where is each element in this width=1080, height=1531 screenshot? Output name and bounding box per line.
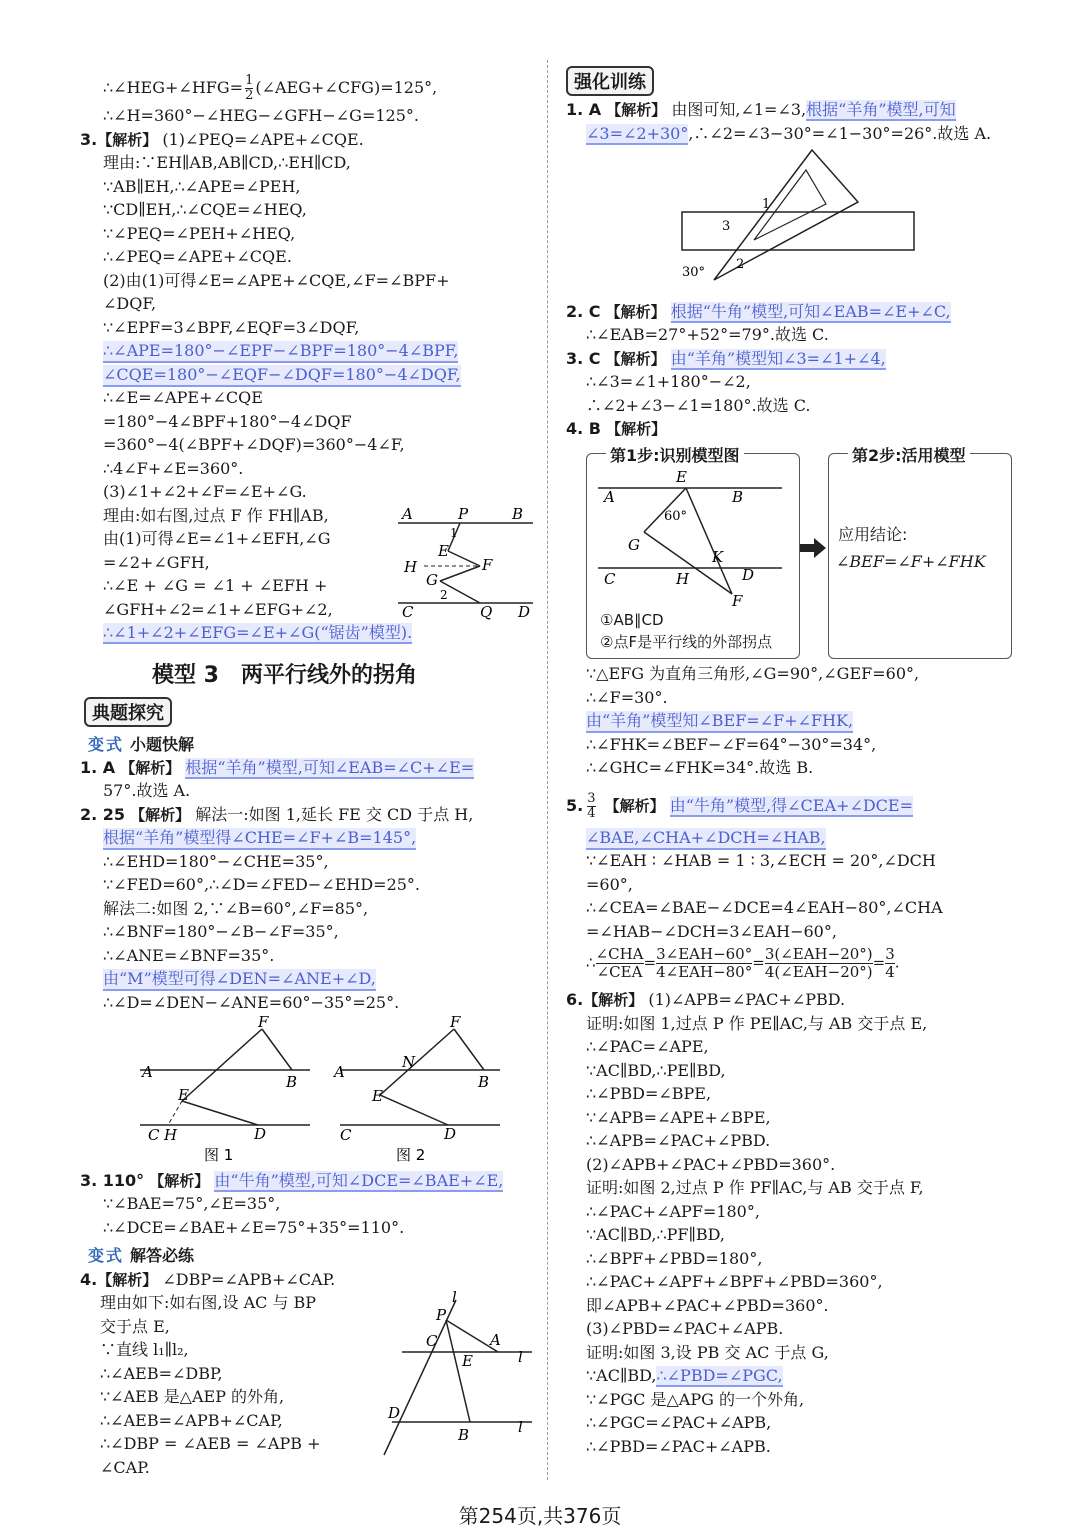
section-box-label: 强化训练 bbox=[566, 66, 654, 96]
svg-text:B: B bbox=[458, 1426, 470, 1444]
q3-header bbox=[80, 130, 364, 150]
text-line: ∠DBP=∠APB+∠CAP. bbox=[162, 1270, 336, 1289]
text-line: ∴∠PAC+∠APF+∠BPF+∠PBD=360°, bbox=[586, 1272, 883, 1291]
fraction-den: 4 bbox=[885, 963, 895, 981]
text-line bbox=[586, 124, 991, 144]
text-line: =360°−4(∠BPF+∠DQF)=360°−4∠F, bbox=[103, 435, 405, 454]
text-line: ∵AC∥BD, bbox=[586, 1366, 657, 1385]
section-title: 模型 3 两平行线外的拐角 bbox=[152, 663, 417, 688]
text-line: ∴∠ANE=∠BNF=35°. bbox=[103, 946, 275, 965]
fraction-den: ∠CEA bbox=[596, 963, 643, 981]
subsection-text: 解答必练 bbox=[130, 1246, 195, 1265]
highlighted-line: ∠CQE=180°−∠EQF−∠DQF=180°−4∠DQF, bbox=[103, 365, 461, 387]
svg-text:A: A bbox=[604, 488, 615, 506]
text-line: 由图可知,∠1=∠3, bbox=[671, 100, 807, 119]
question-number: 4. B bbox=[566, 419, 601, 438]
highlighted-line: 根据“羊角”模型,可知 bbox=[806, 100, 956, 119]
highlighted-line: 由“牛角”模型,得∠CEA+∠DCE= bbox=[669, 796, 914, 815]
arrow-icon bbox=[800, 536, 828, 560]
r4-line bbox=[566, 419, 666, 439]
text-line: (1)∠PEQ=∠APE+∠CQE. bbox=[162, 130, 364, 149]
highlighted-line: 由“羊角”模型知∠BEF=∠F+∠FHK, bbox=[586, 711, 853, 733]
subsection-text: 小题快解 bbox=[130, 735, 195, 754]
svg-text:A: A bbox=[402, 505, 413, 523]
q3b-line bbox=[80, 1171, 503, 1191]
text-line: ∵∠EPF=3∠BPF,∠EQF=3∠DQF, bbox=[103, 318, 360, 337]
text-line: (2)∠APB+∠PAC+∠PBD=360°. bbox=[586, 1155, 836, 1174]
text-line: ∴∠3=∠1+180°−∠2, bbox=[586, 372, 751, 391]
fraction-num: 1 bbox=[245, 73, 254, 88]
text-line: ∵AC∥BD,∴PF∥BD, bbox=[586, 1225, 726, 1244]
r2-line bbox=[566, 302, 951, 322]
fraction-den: 2 bbox=[245, 88, 254, 103]
text-line: =60°, bbox=[586, 875, 633, 894]
text-line: ∴∠E=∠APE+∠CQE bbox=[103, 388, 263, 407]
text-line: ∴∠PBD=∠PAC+∠APB. bbox=[586, 1437, 771, 1456]
svg-text:F: F bbox=[482, 556, 493, 574]
fraction-num: 3∠EAH−60° bbox=[656, 945, 753, 963]
text-line: ∵∠FED=60°,∴∠D=∠FED−∠EHD=25°. bbox=[103, 875, 421, 894]
q4-line bbox=[80, 1270, 335, 1290]
svg-text:E: E bbox=[676, 468, 687, 486]
text-line: ∴∠E + ∠G = ∠1 + ∠EFH + bbox=[103, 576, 328, 595]
variant-label: 变式 bbox=[88, 1246, 125, 1265]
svg-text:B: B bbox=[286, 1073, 298, 1091]
text-line: (3)∠PBD=∠PAC+∠APB. bbox=[586, 1319, 784, 1338]
highlighted-line: 根据“羊角”模型得∠CHE=∠F+∠B=145°, bbox=[103, 828, 416, 850]
condition-1: ①AB∥CD bbox=[600, 611, 664, 629]
text-line bbox=[103, 623, 412, 643]
highlighted-line: ∴∠1+∠2+∠EFG=∠E+∠G(“锯齿”模型). bbox=[103, 623, 413, 642]
analysis-tag: 【解析】 bbox=[606, 101, 667, 119]
q4-figure bbox=[382, 1290, 542, 1458]
highlighted-line: 根据“牛角”模型,可知∠EAB=∠E+∠C, bbox=[670, 302, 951, 321]
text-line: ∵△EFG 为直角三角形,∠G=90°,∠GEF=60°, bbox=[586, 664, 920, 683]
fraction-equation: ∴ ∠CHA ∠CEA = 3∠EAH−60° 4∠EAH−80° = 3(∠EAH−20°) 4(∠EAH−20°) = $\frac{3}{4}$ . bbox=[586, 945, 900, 981]
question-number: 2. 25 bbox=[80, 805, 126, 824]
text-line: ∴∠EAB=27°+52°=79°.故选 C. bbox=[586, 325, 829, 344]
svg-text:1: 1 bbox=[762, 197, 771, 212]
svg-text:E: E bbox=[462, 1352, 473, 1370]
text-line: ∠GFH+∠2=∠1+∠EFG+∠2, bbox=[103, 600, 333, 619]
text-line: ∴∠H=360°−∠HEG−∠GFH−∠G=125°. bbox=[103, 106, 419, 125]
fraction-num: 3 bbox=[587, 791, 596, 806]
text-line: ∠DQF, bbox=[103, 294, 157, 313]
q2-line bbox=[80, 805, 473, 825]
highlighted-line: 由“牛角”模型,可知∠DCE=∠BAE+∠E, bbox=[214, 1171, 504, 1190]
text-line: ∴∠DBP = ∠AEB = ∠APB + bbox=[100, 1434, 321, 1453]
fraction-den: 4 bbox=[587, 806, 596, 821]
analysis-tag: 【解析】 bbox=[120, 759, 181, 777]
fraction bbox=[245, 74, 253, 103]
text-line: ∴∠AEB=∠APB+∠CAP, bbox=[100, 1411, 283, 1430]
text-line: (∠AEG+∠CFG)=125°, bbox=[255, 78, 438, 97]
text-line: (2)由(1)可得∠E=∠APE+∠CQE,∠F=∠BPF+ bbox=[103, 271, 450, 290]
subsection-title bbox=[88, 1243, 194, 1266]
fraction bbox=[656, 946, 752, 981]
text-line: ∴∠BNF=180°−∠B−∠F=35°, bbox=[103, 922, 339, 941]
svg-text:E: E bbox=[372, 1087, 383, 1105]
svg-text:60°: 60° bbox=[664, 509, 688, 524]
text-line: ∠CAP. bbox=[100, 1458, 150, 1477]
svg-text:G: G bbox=[628, 536, 640, 554]
text-line: ∴∠EHD=180°−∠CHE=35°, bbox=[103, 852, 329, 871]
fraction-num: 3(∠EAH−20°) bbox=[764, 945, 873, 963]
svg-text:l: l bbox=[518, 1348, 523, 1366]
figure-1 bbox=[140, 1015, 320, 1165]
text-line: 57°.故选 A. bbox=[103, 781, 191, 800]
highlighted-line: ∠BAE,∠CHA+∠DCH=∠HAB, bbox=[586, 828, 826, 850]
svg-text:B: B bbox=[478, 1073, 490, 1091]
svg-text:K: K bbox=[712, 548, 724, 566]
text-line: ∴∠CEA=∠BAE−∠DCE=4∠EAH−80°,∠CHA bbox=[586, 898, 943, 917]
highlighted-line: ∴∠PBD=∠PGC, bbox=[656, 1366, 783, 1385]
question-number: 5. bbox=[566, 796, 584, 815]
question-number: 3. 110° bbox=[80, 1171, 145, 1190]
fraction-den: 4(∠EAH−20°) bbox=[764, 963, 873, 981]
text-line: ∵AC∥BD,∴PE∥BD, bbox=[586, 1061, 726, 1080]
question-number: 2. C bbox=[566, 302, 601, 321]
analysis-tag: 【解析】 bbox=[583, 991, 644, 1009]
svg-text:D: D bbox=[444, 1125, 457, 1143]
text-line: ∴∠AEB=∠DBP, bbox=[100, 1364, 223, 1383]
analysis-tag: 【解析】 bbox=[130, 806, 191, 824]
svg-text:A: A bbox=[142, 1063, 153, 1081]
text-line: ∴∠D=∠DEN−∠ANE=60°−35°=25°. bbox=[103, 993, 400, 1012]
svg-text:D: D bbox=[742, 566, 755, 584]
highlighted-line: 根据“羊角”模型,可知∠EAB=∠C+∠E= bbox=[185, 758, 475, 777]
text-line: ∴∠PAC=∠APE, bbox=[586, 1037, 709, 1056]
question-number: 1. A bbox=[566, 100, 602, 119]
text-line: ∵直线 l₁∥l₂, bbox=[100, 1340, 189, 1359]
text-line: ∴∠2+∠3−∠1=180°.故选 C. bbox=[586, 396, 811, 415]
question-number: 3. C bbox=[566, 349, 601, 368]
svg-text:P: P bbox=[436, 1306, 447, 1324]
fraction bbox=[885, 946, 895, 981]
question-number: 3. bbox=[80, 130, 98, 149]
svg-text:C: C bbox=[148, 1126, 160, 1144]
svg-text:B: B bbox=[512, 505, 524, 523]
r6-line bbox=[566, 990, 845, 1010]
analysis-tag: 【解析】 bbox=[605, 303, 666, 321]
svg-text:C: C bbox=[426, 1332, 438, 1350]
svg-text:1: 1 bbox=[450, 526, 458, 540]
text-line: 理由如下:如右图,设 AC 与 BP bbox=[100, 1293, 317, 1312]
figure-caption: 图 2 bbox=[396, 1146, 426, 1164]
text-line: 理由:如右图,过点 F 作 FH∥AB, bbox=[103, 506, 329, 525]
r3-line bbox=[566, 349, 886, 369]
figure-caption: 图 1 bbox=[204, 1146, 234, 1164]
svg-text:H: H bbox=[676, 570, 690, 588]
highlighted-line: ∠3=∠2+30° bbox=[586, 124, 689, 143]
step2-title: 第2步:活用模型 bbox=[848, 443, 970, 466]
text-line bbox=[103, 74, 437, 103]
text-line: 由(1)可得∠E=∠1+∠EFH,∠G bbox=[103, 529, 331, 548]
r1-line bbox=[566, 100, 956, 120]
svg-text:N: N bbox=[402, 1053, 416, 1071]
apply-equation: ∠BEF=∠F+∠FHK bbox=[836, 552, 986, 571]
figure-2 bbox=[330, 1015, 510, 1165]
highlighted-line: ∴∠APE=180°−∠EPF−∠BPF=180°−4∠BPF, bbox=[103, 341, 458, 363]
text-line: 解法一:如图 1,延长 FE 交 CD 于点 H, bbox=[195, 805, 474, 824]
svg-text:B: B bbox=[732, 488, 744, 506]
fraction bbox=[765, 946, 873, 981]
text-line: ∴∠PGC=∠PAC+∠APB, bbox=[586, 1413, 772, 1432]
text-line: ∴∠PAC+∠APF=180°, bbox=[586, 1202, 760, 1221]
svg-text:3: 3 bbox=[722, 219, 731, 234]
analysis-tag: 【解析】 bbox=[97, 131, 158, 149]
fraction-num: ∠CHA bbox=[595, 945, 644, 963]
svg-text:l: l bbox=[452, 1290, 457, 1306]
text-line: ∵∠EAH ∶ ∠HAB = 1 ∶ 3,∠ECH = 20°,∠DCH bbox=[586, 851, 936, 870]
text-line: 理由:∵EH∥AB,AB∥CD,∴EH∥CD, bbox=[103, 153, 351, 172]
svg-text:A: A bbox=[334, 1063, 345, 1081]
analysis-tag: 【解析】 bbox=[605, 350, 666, 368]
highlighted-line: 由“M”模型可得∠DEN=∠ANE+∠D, bbox=[103, 969, 376, 991]
text-line: ∵CD∥EH,∴∠CQE=∠HEQ, bbox=[103, 200, 307, 219]
r5-line bbox=[566, 792, 913, 821]
svg-text:C: C bbox=[340, 1126, 352, 1144]
text-line: 解法二:如图 2,∵∠B=60°,∠F=85°, bbox=[103, 899, 369, 918]
svg-text:C: C bbox=[604, 570, 616, 588]
fraction bbox=[596, 946, 644, 981]
analysis-tag: 【解析】 bbox=[606, 420, 667, 438]
text-line: ∵∠APB=∠APE+∠BPE, bbox=[586, 1108, 771, 1127]
text-line: ∴∠FHK=∠BEF−∠F=64°−30°=34°, bbox=[586, 735, 877, 754]
text-line: ∴∠BPF+∠PBD=180°, bbox=[586, 1249, 763, 1268]
step1-title: 第1步:识别模型图 bbox=[606, 443, 744, 466]
text-line: 证明:如图 2,过点 P 作 PF∥AC,与 AB 交于点 F, bbox=[586, 1178, 924, 1197]
subsection-title bbox=[88, 732, 194, 755]
question-number: 4. bbox=[80, 1270, 98, 1289]
text-line: =180°−4∠BPF+180°−4∠DQF bbox=[103, 412, 352, 431]
text-line: ∴∠DCE=∠BAE+∠E=75°+35°=110°. bbox=[103, 1218, 405, 1237]
svg-text:H: H bbox=[404, 558, 418, 576]
condition-2: ②点F是平行线的外部拐点 bbox=[600, 633, 773, 651]
text-line: 证明:如图 3,设 PB 交 AC 于点 G, bbox=[586, 1343, 829, 1362]
analysis-tag: 【解析】 bbox=[149, 1172, 210, 1190]
text-line: ∵∠AEB 是△AEP 的外角, bbox=[100, 1387, 285, 1406]
svg-text:F: F bbox=[450, 1015, 461, 1031]
text-line: (1)∠APB=∠PAC+∠PBD. bbox=[648, 990, 846, 1009]
text-line: ∴4∠F+∠E=360°. bbox=[103, 459, 244, 478]
svg-text:F: F bbox=[258, 1015, 269, 1031]
svg-text:A: A bbox=[490, 1331, 501, 1349]
page-footer: 第254页,共376页 bbox=[458, 1504, 622, 1528]
text-line: ∵∠PGC 是△APG 的一个外角, bbox=[586, 1390, 805, 1409]
svg-text:E: E bbox=[438, 542, 449, 560]
question-number: 1. A bbox=[80, 758, 116, 777]
text-line: ∵∠BAE=75°,∠E=35°, bbox=[103, 1194, 281, 1213]
text-line: 证明:如图 1,过点 P 作 PE∥AC,与 AB 交于点 E, bbox=[586, 1014, 928, 1033]
right-column bbox=[548, 0, 1080, 1531]
svg-text:P: P bbox=[458, 505, 469, 523]
text-line: ∴∠PBD=∠BPE, bbox=[586, 1084, 712, 1103]
svg-text:l: l bbox=[518, 1418, 523, 1436]
text-line: (3)∠1+∠2+∠F=∠E+∠G. bbox=[103, 482, 307, 501]
text-line: 交于点 E, bbox=[100, 1317, 170, 1336]
analysis-tag: 【解析】 bbox=[604, 797, 665, 815]
fraction bbox=[587, 792, 595, 821]
text-line: ∴∠F=30°. bbox=[586, 688, 668, 707]
section-box-label: 典题探究 bbox=[84, 697, 172, 727]
text-line: 即∠APB+∠PAC+∠PBD=360°. bbox=[586, 1296, 829, 1315]
text-line: ∴∠HEG+∠HFG= bbox=[103, 78, 244, 97]
r1-figure bbox=[678, 146, 928, 286]
svg-text:2: 2 bbox=[736, 257, 745, 272]
text-line: ∵AB∥EH,∴∠APE=∠PEH, bbox=[103, 177, 301, 196]
svg-text:D: D bbox=[388, 1404, 401, 1422]
text-line bbox=[586, 1366, 783, 1386]
r4-figure bbox=[592, 468, 792, 613]
text-line: ∴∠GHC=∠FHK=34°.故选 B. bbox=[586, 758, 814, 777]
svg-text:C: C bbox=[402, 603, 414, 621]
highlighted-line: 由“羊角”模型知∠3=∠1+∠4, bbox=[670, 349, 886, 368]
variant-label: 变式 bbox=[88, 735, 125, 754]
question-number: 6. bbox=[566, 990, 584, 1009]
text-line: ,∴∠2=∠3−30°=∠1−30°=26°.故选 A. bbox=[688, 124, 992, 143]
svg-text:Q: Q bbox=[480, 603, 493, 621]
text-line: ∵∠PEQ=∠PEH+∠HEQ, bbox=[103, 224, 296, 243]
apply-label: 应用结论: bbox=[838, 525, 908, 544]
text-line: =∠HAB−∠DCH=3∠EAH−60°, bbox=[586, 922, 837, 941]
text-line: ∴∠PEQ=∠APE+∠CQE. bbox=[103, 247, 292, 266]
svg-text:E: E bbox=[178, 1086, 189, 1104]
q1-line bbox=[80, 758, 474, 778]
text-line: =∠2+∠GFH, bbox=[103, 553, 210, 572]
svg-text:2: 2 bbox=[440, 588, 448, 602]
svg-text:30°: 30° bbox=[682, 265, 706, 280]
svg-text:D: D bbox=[254, 1125, 267, 1143]
svg-text:G: G bbox=[426, 571, 438, 589]
text-line: ∴∠APB=∠PAC+∠PBD. bbox=[586, 1131, 771, 1150]
analysis-tag: 【解析】 bbox=[97, 1271, 158, 1289]
zigzag-figure bbox=[398, 503, 540, 625]
svg-text:D: D bbox=[518, 603, 531, 621]
svg-text:F: F bbox=[732, 592, 743, 610]
svg-text:H: H bbox=[164, 1126, 178, 1144]
fraction-num: 3 bbox=[885, 945, 895, 963]
fraction-den: 4∠EAH−80° bbox=[656, 963, 753, 981]
